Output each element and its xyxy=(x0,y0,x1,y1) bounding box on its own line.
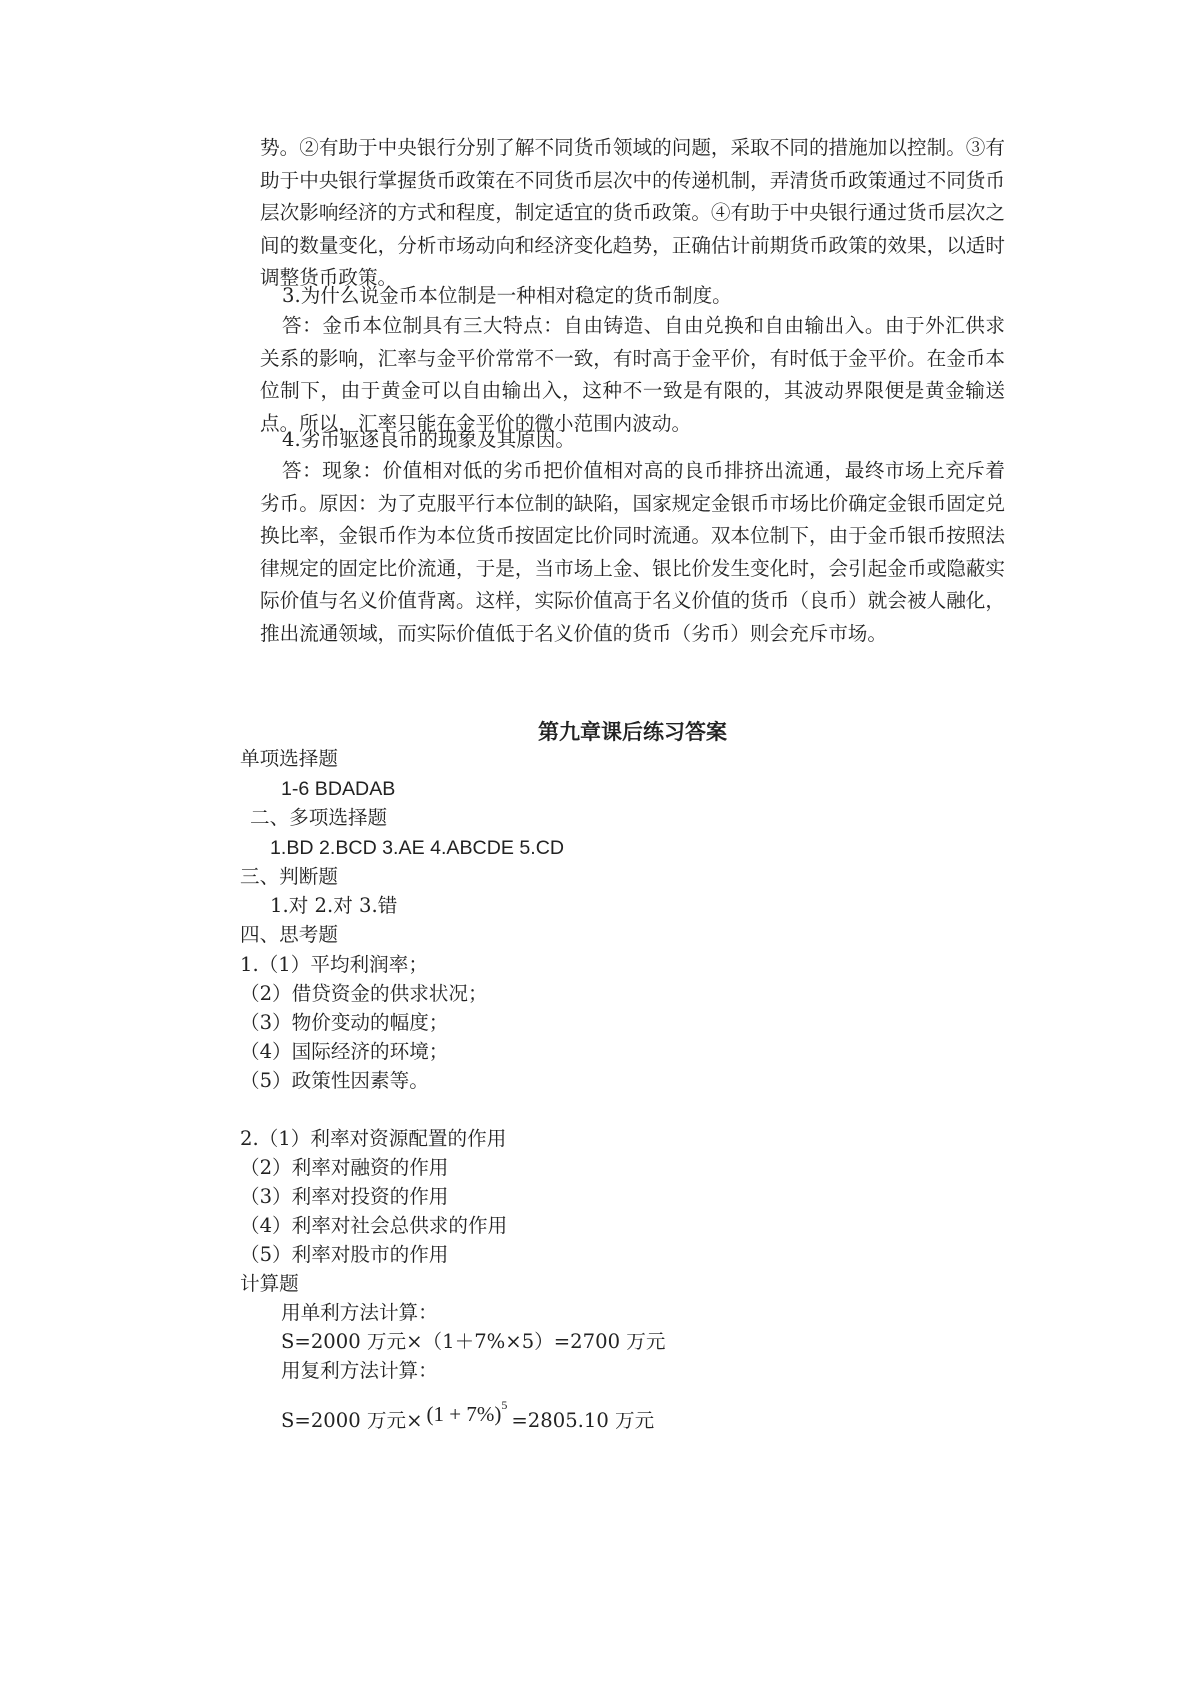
judge-answers: 1.对 2.对 3.错 xyxy=(270,894,398,917)
compound-prefix: S=2000 万元× xyxy=(281,1409,423,1432)
compound-base: (1 + 7%) xyxy=(426,1402,502,1426)
thinking-q2-line: （5）利率对股市的作用 xyxy=(240,1243,449,1266)
thinking-q1-line: 1.（1）平均利润率； xyxy=(240,953,428,976)
thinking-q2-line: （2）利率对融资的作用 xyxy=(240,1156,449,1179)
thinking-q2-line: 2.（1）利率对资源配置的作用 xyxy=(240,1127,507,1150)
thinking-q1-line: （5）政策性因素等。 xyxy=(240,1069,429,1092)
thinking-q2-line: （4）利率对社会总供求的作用 xyxy=(240,1214,508,1237)
question-4: 4.劣币驱逐良币的现象及其原因。 xyxy=(282,428,576,451)
answer-3: 答：金币本位制具有三大特点：自由铸造、自由兑换和自由输出入。由于外汇供求关系的影响，汇率与金平价常常不一致，有时高于金平价，有时低于金平价。在金币本位制下，由于黄金可以自由输出入，这种不一致是有限的，其波动界限便是黄金输送点。所以，汇率只能在金平价的微小范围内波动。 xyxy=(260,314,1005,435)
compound-interest-formula xyxy=(281,1400,654,1436)
single-choice-answers: 1-6 BDADAB xyxy=(281,778,396,800)
thinking-heading: 四、思考题 xyxy=(240,923,338,946)
calc-heading: 计算题 xyxy=(240,1272,299,1295)
judge-heading: 三、判断题 xyxy=(240,865,338,888)
compound-exponent: 5 xyxy=(501,1398,508,1412)
question-3: 3.为什么说金币本位制是一种相对稳定的货币制度。 xyxy=(282,284,732,307)
chapter-title: 第九章课后练习答案 xyxy=(538,720,727,744)
answer-4: 答：现象：价值相对低的劣币把价值相对高的良币排挤出流通，最终市场上充斥着劣币。原因：为了克服平行本位制的缺陷，国家规定金银币市场比价确定金银币固定兑换比率，金银币作为本位货币按固定比价同时流通。双本位制下，由于金币银币按照法律规定的固定比价流通，于是，当市场上金、银比价发生变化时，会引起金币或隐蔽实际价值与名义价值背离。这样，实际价值高于名义价值的货币（良币）就会被人融化，推出流通领域，而实际价值低于名义价值的货币（劣币）则会充斥市场。 xyxy=(260,459,1005,645)
simple-interest-label: 用单利方法计算： xyxy=(281,1301,438,1324)
thinking-q1-line: （4）国际经济的环境； xyxy=(240,1040,449,1063)
compound-result: =2805.10 万元 xyxy=(511,1409,655,1432)
thinking-q1-line: （3）物价变动的幅度； xyxy=(240,1011,449,1034)
thinking-q2-line: （3）利率对投资的作用 xyxy=(240,1185,449,1208)
thinking-q1-line: （2）借贷资金的供求状况； xyxy=(240,982,488,1005)
simple-interest-formula: S=2000 万元×（1＋7%×5）=2700 万元 xyxy=(281,1330,666,1353)
multi-choice-heading: 二、多项选择题 xyxy=(250,806,388,829)
multi-choice-answers: 1.BD 2.BCD 3.AE 4.ABCDE 5.CD xyxy=(270,837,565,859)
compound-factor xyxy=(423,1398,512,1426)
paragraph-money-levels-continued: 势。②有助于中央银行分别了解不同货币领域的问题，采取不同的措施加以控制。③有助于中央银行掌握货币政策在不同货币层次中的传递机制，弄清货币政策通过不同货币层次影响经济的方式和程度，制定适宜的货币政策。④有助于中央银行通过货币层次之间的数量变化，分析市场动向和经济变化趋势，正确估计前期货币政策的效果，以适时调整货币政策。 xyxy=(260,136,1005,289)
compound-interest-label: 用复利方法计算： xyxy=(281,1359,438,1382)
single-choice-heading: 单项选择题 xyxy=(240,747,338,770)
